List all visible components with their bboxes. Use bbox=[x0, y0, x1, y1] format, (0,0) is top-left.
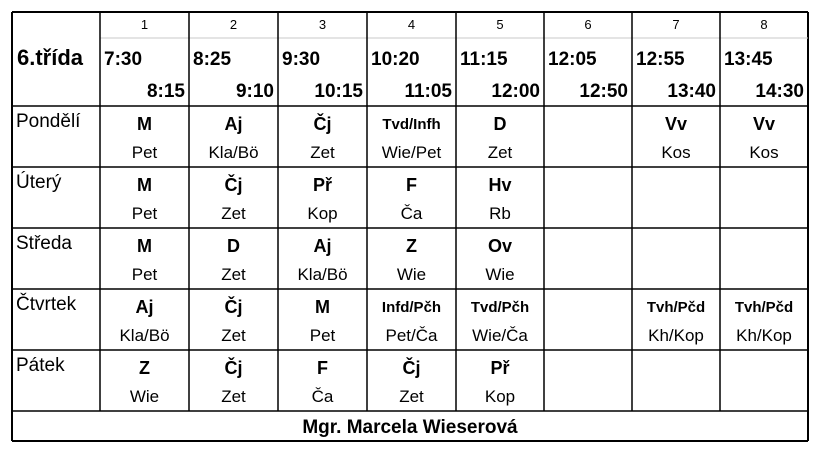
lesson-subject: M bbox=[315, 297, 330, 317]
period-end-time: 11:05 bbox=[404, 81, 452, 102]
period-number: 3 bbox=[318, 17, 327, 32]
lesson-subject: Vv bbox=[752, 114, 776, 134]
lesson-teacher: Zet bbox=[221, 265, 246, 284]
period-start-time: 10:20 bbox=[371, 49, 420, 70]
period-number: 6 bbox=[584, 17, 592, 32]
lesson-subject: Př bbox=[490, 358, 510, 378]
lesson-teacher: Ča bbox=[400, 204, 423, 223]
day-label: Pondělí bbox=[16, 111, 81, 132]
lesson-subject: F bbox=[406, 175, 417, 195]
period-number: 4 bbox=[407, 17, 416, 32]
period-start-time: 7:30 bbox=[104, 49, 143, 70]
lesson-teacher: Ča bbox=[311, 387, 334, 406]
lesson-subject: Vv bbox=[664, 114, 688, 134]
lesson-subject: D bbox=[493, 114, 507, 134]
period-end-time: 9:10 bbox=[235, 81, 274, 102]
lesson-subject: M bbox=[137, 175, 152, 195]
lesson-teacher: Zet bbox=[221, 326, 246, 345]
period-end-time: 12:50 bbox=[579, 81, 628, 102]
lesson-teacher: Kh/Kop bbox=[736, 326, 792, 345]
lesson-subject: Tvd/Infh bbox=[382, 116, 441, 133]
lesson-teacher: Zet bbox=[310, 143, 335, 162]
lesson-subject: Čj bbox=[313, 114, 332, 134]
lesson-teacher: Wie/Ča bbox=[472, 326, 528, 345]
lesson-teacher: Pet bbox=[131, 265, 158, 284]
period-start-time: 8:25 bbox=[193, 49, 232, 70]
lesson-teacher: Kos bbox=[661, 143, 691, 162]
lesson-teacher: Wie bbox=[129, 387, 160, 406]
lesson-teacher: Wie bbox=[485, 265, 515, 284]
period-start-time: 12:55 bbox=[636, 49, 685, 70]
period-number: 2 bbox=[229, 17, 238, 32]
lesson-subject: Tvd/Pčh bbox=[470, 299, 530, 316]
lesson-teacher: Pet/Ča bbox=[385, 326, 438, 345]
lesson-subject: F bbox=[317, 358, 328, 378]
class-teacher-name: Mgr. Marcela Wieserová bbox=[302, 417, 518, 438]
lesson-subject: Čj bbox=[402, 358, 421, 378]
period-end-time: 13:40 bbox=[667, 81, 716, 102]
lesson-subject: Hv bbox=[488, 175, 512, 195]
lesson-subject: Čj bbox=[224, 297, 243, 317]
lesson-teacher: Kla/Bö bbox=[208, 143, 259, 162]
lesson-teacher: Kla/Bö bbox=[297, 265, 348, 284]
lesson-subject: D bbox=[227, 236, 240, 256]
lesson-teacher: Zet bbox=[399, 387, 424, 406]
period-end-time: 14:30 bbox=[755, 81, 804, 102]
day-label: Čtvrtek bbox=[16, 294, 77, 315]
lesson-subject: Aj bbox=[313, 236, 332, 256]
period-end-time: 12:00 bbox=[491, 81, 540, 102]
lesson-teacher: Wie bbox=[396, 265, 427, 284]
period-number: 8 bbox=[760, 17, 768, 32]
period-start-time: 13:45 bbox=[724, 49, 773, 70]
lesson-subject: Čj bbox=[224, 175, 243, 195]
period-end-time: 8:15 bbox=[146, 81, 185, 102]
lesson-subject: Př bbox=[312, 175, 332, 195]
lesson-teacher: Zet bbox=[487, 143, 513, 162]
lesson-subject: Z bbox=[139, 358, 150, 378]
lesson-teacher: Kop bbox=[307, 204, 338, 223]
lesson-subject: Aj bbox=[224, 114, 243, 134]
period-number: 7 bbox=[672, 17, 680, 32]
lesson-teacher: Kos bbox=[749, 143, 779, 162]
lesson-subject: Tvh/Pčd bbox=[734, 299, 794, 316]
period-number: 5 bbox=[496, 17, 504, 32]
lesson-teacher: Wie/Pet bbox=[381, 143, 442, 162]
period-start-time: 9:30 bbox=[282, 49, 321, 70]
lesson-teacher: Kop bbox=[484, 387, 516, 406]
lesson-subject: Tvh/Pčd bbox=[646, 299, 706, 316]
lesson-teacher: Kla/Bö bbox=[119, 326, 170, 345]
period-start-time: 12:05 bbox=[548, 49, 597, 70]
lesson-subject: Infd/Pčh bbox=[381, 299, 442, 316]
period-start-time: 11:15 bbox=[460, 49, 508, 70]
lesson-teacher: Rb bbox=[489, 204, 511, 223]
period-end-time: 10:15 bbox=[314, 81, 363, 102]
day-label: Pátek bbox=[16, 355, 65, 376]
lesson-teacher: Pet bbox=[309, 326, 336, 345]
lesson-subject: Z bbox=[406, 236, 417, 256]
lesson-subject: Čj bbox=[224, 358, 243, 378]
lesson-subject: Aj bbox=[135, 297, 154, 317]
class-title: 6.třída bbox=[17, 45, 84, 70]
lesson-teacher: Zet bbox=[221, 387, 246, 406]
lesson-teacher: Pet bbox=[131, 143, 158, 162]
lesson-subject: M bbox=[137, 114, 152, 134]
period-number: 1 bbox=[140, 17, 149, 32]
lesson-teacher: Zet bbox=[221, 204, 246, 223]
lesson-subject: M bbox=[137, 236, 152, 256]
lesson-teacher: Pet bbox=[131, 204, 158, 223]
day-label: Úterý bbox=[16, 172, 62, 193]
lesson-subject: Ov bbox=[487, 236, 512, 256]
lesson-teacher: Kh/Kop bbox=[648, 326, 704, 345]
day-label: Středa bbox=[16, 233, 72, 254]
